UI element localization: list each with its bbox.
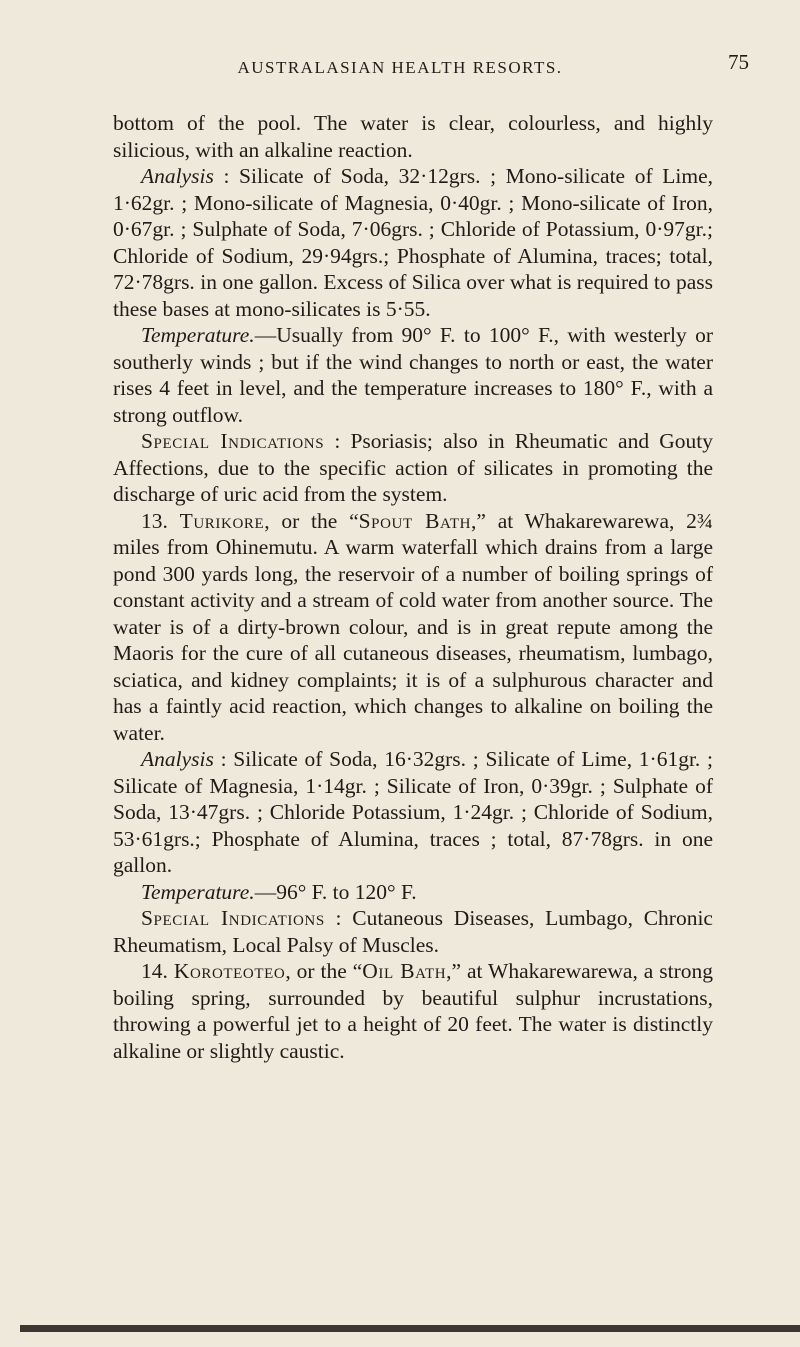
entry-alias: Spout Bath [358,508,472,533]
entry-name: Turikore [179,508,265,533]
indications-paragraph-13 [113,905,713,958]
entry-description: ,” at Whakarewarewa, a strong boiling spring, surrounded by beautiful sulphur incrustations, throwing a powerful jet to a height of 20 feet. The water is distinctly alkaline or slightly caustic. [113,959,713,1063]
entry-name: Koroteoteo [173,959,286,983]
temperature-text: —96° F. to 120° F. [254,879,417,904]
entry-connector: , or the “ [285,959,363,983]
temperature-paragraph-12 [113,322,713,428]
entry-connector: , or the “ [264,508,359,533]
analysis-text: : Silicate of Soda, 32·12grs. ; Mono-silicate of Lime, 1·62gr. ; Mono-silicate of Magnesia, 0·40gr. ; Mono-silicate of Iron, 0·67gr. ; Sulphate of Soda, 7·06grs. ; Chloride of Potassium, 0·97gr.; Chloride of Sodium, 29·94grs.; Phosphate of Alumina, traces; total, 72·78grs. in one gallon. Excess of Silica over what is required to pass these bases at mono-silicates is 5·55. [113,164,713,321]
analysis-text: : Silicate of Soda, 16·32grs. ; Silicate of Lime, 1·61gr. ; Silicate of Magnesia, 1·14gr. ; Silicate of Iron, 0·39gr. ; Sulphate of Soda, 13·47grs. ; Chloride Potassium, 1·24gr. ; Chloride of Sodium, 53·61grs.; Phosphate of Alumina, traces ; total, 87·78grs. in one gallon. [113,747,713,877]
indications-text: : Psoriasis; also in Rheumatic and Gouty Affections, due to the specific action of silicates in promoting the discharge of uric acid from the system. [113,429,713,506]
entry-description: ,” at Whakarewarewa, 2¾ miles from Ohinemutu. A warm waterfall which drains from a large pond 300 yards long, the reservoir of a number of boiling springs of constant activity and a stream of cold water from another source. The water is of a dirty-brown colour, and is in great repute among the Maoris for the cure of all cutaneous diseases, rheumatism, lumbago, sciatica, and kidney complaints; it is of a sulphurous character and has a faintly acid reaction, which changes to alkaline on boiling the water. [113,508,714,745]
temperature-label: Temperature. [141,879,255,904]
analysis-label: Analysis [141,164,214,188]
temperature-text: —Usually from 90° F. to 100° F., with westerly or southerly winds ; but if the wind changes to north or east, the water rises 4 feet in level, and the temperature increases to 180° F., with a strong outflow. [113,323,713,427]
entry-13-paragraph [113,508,713,747]
entry-14-paragraph [113,958,713,1064]
bottom-rule [20,1325,800,1332]
analysis-label: Analysis [141,747,214,771]
indications-paragraph-12 [113,428,713,508]
body-text [113,110,713,1064]
indications-label: Special Indications [141,429,325,453]
analysis-paragraph-13 [113,746,713,879]
entry-alias: Oil Bath [362,959,447,983]
entry-number: 13. [141,508,180,533]
indications-label: Special Indications [141,906,325,930]
intro-paragraph: bottom of the pool. The water is clear, colourless, and highly silicious, with an alkaline reaction. [113,111,713,162]
temperature-label: Temperature. [141,323,255,347]
analysis-paragraph-12 [113,163,713,322]
indications-text: : Cutaneous Diseases, Lumbago, Chronic Rheumatism, Local Palsy of Muscles. [113,906,713,957]
page-number: 75 [728,50,749,74]
running-header: AUSTRALASIAN HEALTH RESORTS. [237,58,563,77]
temperature-paragraph-13 [113,879,713,906]
entry-number: 14. [141,959,174,983]
